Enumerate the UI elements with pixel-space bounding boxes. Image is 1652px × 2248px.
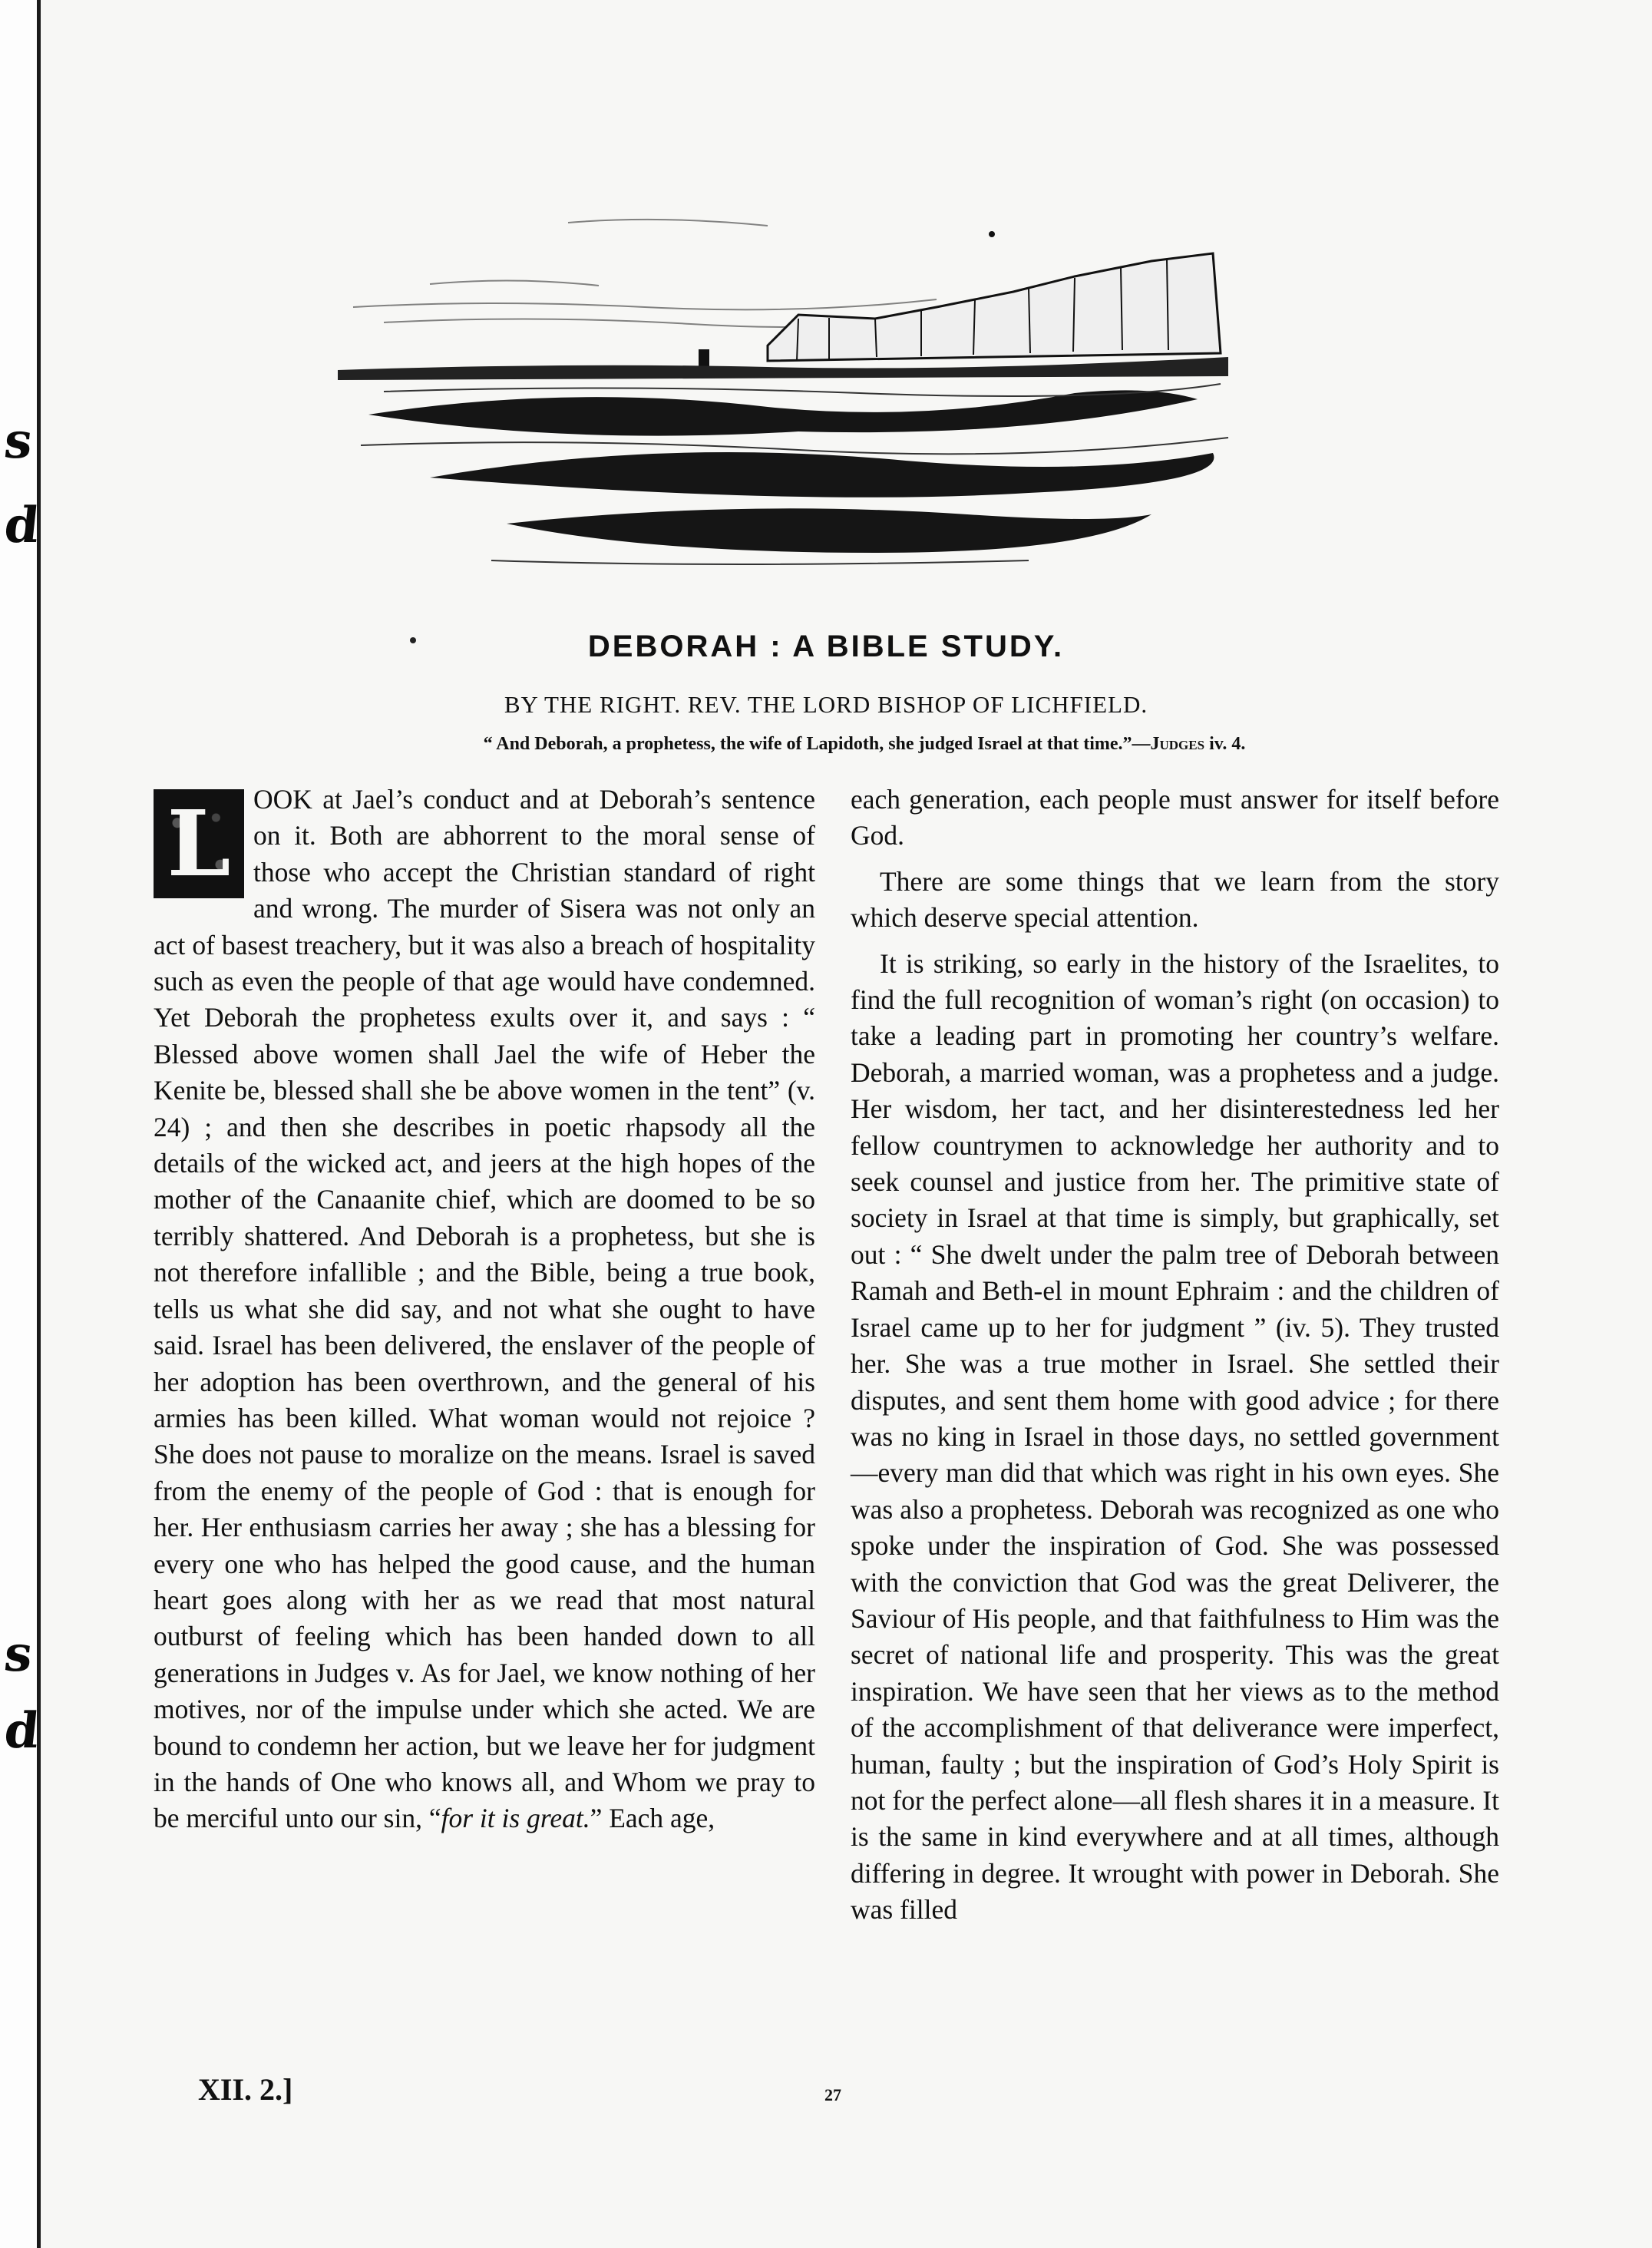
margin-bleed-mark: d [2,497,42,554]
left-paragraph [154,782,815,1837]
page-number: 27 [824,2085,841,2104]
article-byline: BY THE RIGHT. REV. THE LORD BISHOP OF LICHFIELD. [504,691,1148,718]
right-column [851,782,1499,1929]
italic-quote: for it is great. [441,1803,590,1834]
drop-cap-initial: L [154,789,244,898]
left-paragraph-text: OOK at Jael’s conduct and at Deborah’s sentence on it. Both are abhorrent to the moral sense of those who accept the Christian standard of right and wrong. The murder of Sisera was not only an act of basest treachery, but it was also a breach of hospitality such as even the people of that age would have condemned. Yet Deborah the prophetess exults over it, and says : “ Blessed above women shall Jael the wife of Heber the Kenite be, blessed shall she be above women in the tent” (v. 24) ; and then she describes in poetic rhapsody all the details of the wicked act, and jeers at the high hopes of the mother of the Canaanite chief, which are doomed to be so terribly shattered. And Deborah is a prophetess, but she is not therefore infallible ; and the Bible, being a true book, tells us what she did say, and not what she ought to have said. Israel has been delivered, the enslaver of the people of her adoption has been overthrown, and the general of his armies has been killed. What woman would not rejoice ? She does not pause to moralize on the means. Israel is saved from the enemy of the people of God : that is enough for her. Her enthusiasm carries her away ; she has a blessing for every one who has helped the good cause, and the human heart goes along with her as we read that most natural outburst of feeling which has been handed down to all generations in Judges v. As for Jael, we know nothing of her motives, nor of the impulse under which she acted. We are bound to condemn her action, but we leave her for judgment in the hands of One who knows all, and Whom we pray to be merciful unto our sin, “ [154,784,815,1834]
left-column [154,782,815,1837]
epigraph-book: Judges [1150,734,1205,754]
margin-bleed-mark: s [2,412,36,470]
epigraph-chapter: iv. 4. [1204,734,1246,754]
epigraph-quote: “ And Deborah, a prophetess, the wife of Lapidoth, she judged Israel at that time.”— [483,734,1151,754]
article-title: DEBORAH : A BIBLE STUDY. [587,630,1065,663]
right-paragraph-3: It is striking, so early in the history of the Israelites, to find the full recognition of woman’s right (on occasion) to take a leading part in promoting her country’s welfare. Deborah, a married woman, was a prophetess and a judge. Her wisdom, her tact, and her disinterestedness led her fellow countrymen to acknowledge her authority and to seek counsel and justice from her. The primitive state of society in Israel at that time is simply, but graphically, set out : “ She dwelt under the palm tree of Deborah between Ramah and Beth-el in mount Ephraim : and the children of Israel came up to her for judgment ” (iv. 5). They trusted her. She was a true mother in Israel. She settled their disputes, and sent them home with good advice ; for there was no king in Israel in those days, no settled government—every man did that which was right in his own eyes. She was also a prophetess. Deborah was recognized as one who spoke under the inspiration of God. She was possessed with the conviction that God was the great Deliverer, the Saviour of His people, and that faithfulness to Him was the secret of national life and prosperity. This was the great inspiration. We have seen that her views as to the method of the accomplishment of that deliverance were imperfect, human, faulty ; but the inspiration of God’s Holy Spirit is not for the perfect alone—all flesh shares it in a measure. It is the same in kind everywhere and at all times, although differing in degree. It wrought with power in Deborah. She was filled [851,947,1499,1926]
signature-mark: XII. 2.] [198,2072,293,2107]
right-paragraph-1: each generation, each people must answer for itself before God. [851,784,1499,851]
margin-bleed-mark: d [2,1702,42,1760]
left-paragraph-end: ” Each age, [590,1803,715,1834]
coastal-cliffs-illustration [338,192,1244,591]
epigraph [177,734,1552,755]
right-paragraph-2: There are some things that we learn from the story which deserve special attention. [851,865,1499,934]
margin-bleed-mark: s [2,1625,36,1683]
page-binding-edge [0,0,41,2248]
